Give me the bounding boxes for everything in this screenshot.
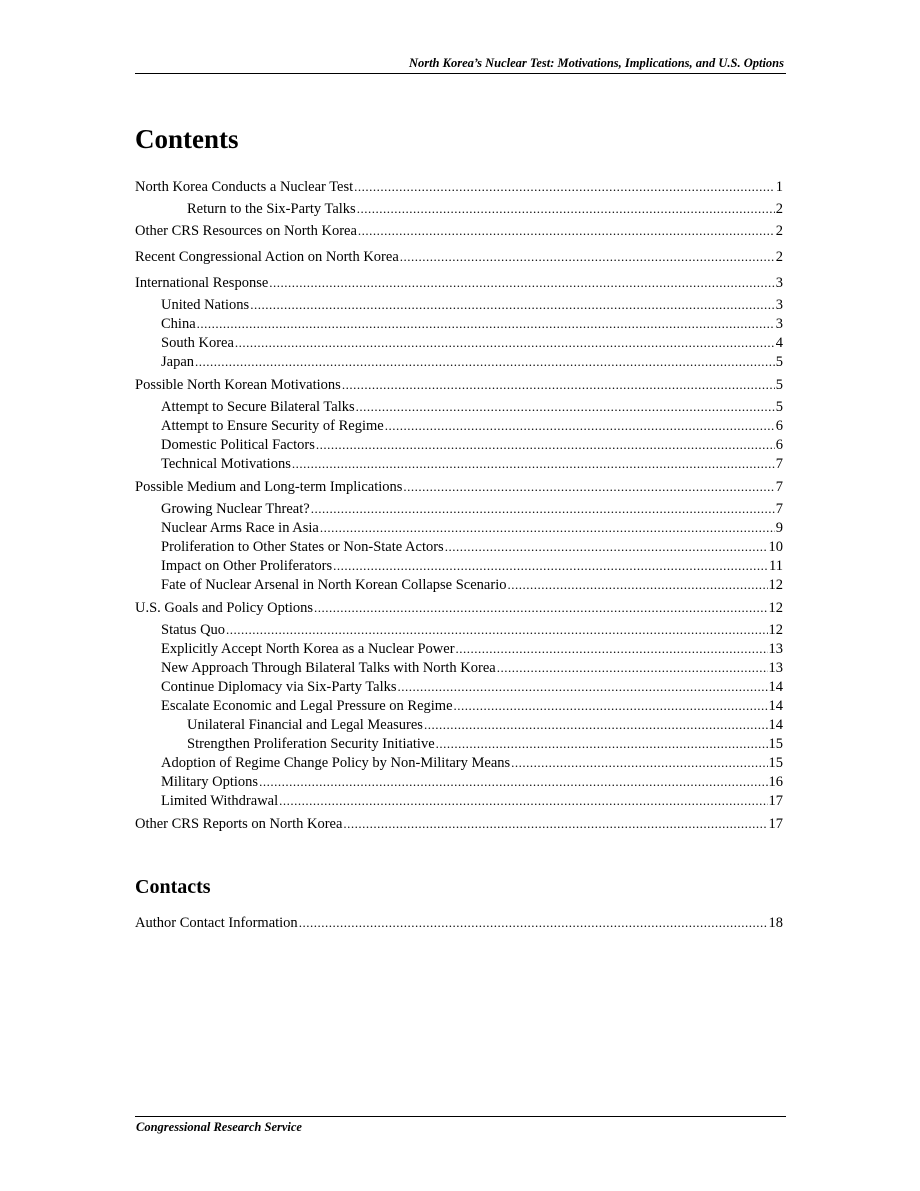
dot-leader bbox=[195, 354, 775, 370]
toc-entry-page: 13 bbox=[768, 660, 783, 676]
toc-entry[interactable] bbox=[135, 816, 783, 832]
toc-entry-label: China bbox=[161, 316, 196, 332]
toc-entry[interactable] bbox=[187, 201, 783, 217]
toc-entry-page: 5 bbox=[775, 354, 783, 370]
dot-leader bbox=[269, 275, 774, 291]
toc-entry[interactable] bbox=[161, 793, 783, 809]
toc-entry-label: Growing Nuclear Threat? bbox=[161, 501, 310, 517]
toc-entry[interactable] bbox=[135, 479, 783, 495]
toc-entry[interactable] bbox=[161, 660, 783, 676]
toc-entry[interactable] bbox=[161, 354, 783, 370]
toc-entry-page: 15 bbox=[768, 755, 783, 771]
dot-leader bbox=[197, 316, 775, 332]
toc-entry-page: 5 bbox=[775, 377, 783, 393]
toc-entry-label: Strengthen Proliferation Security Initiative bbox=[187, 736, 435, 752]
toc-entry-label: Possible Medium and Long-term Implications bbox=[135, 479, 403, 495]
toc-entry-page: 3 bbox=[775, 297, 783, 313]
footer-text: Congressional Research Service bbox=[136, 1120, 302, 1134]
dot-leader bbox=[497, 660, 768, 676]
toc-entry-page: 14 bbox=[768, 717, 783, 733]
toc-entry-label: Possible North Korean Motivations bbox=[135, 377, 341, 393]
dot-leader bbox=[507, 577, 767, 593]
toc-entry-label: Explicitly Accept North Korea as a Nuclear Power bbox=[161, 641, 455, 657]
dot-leader bbox=[445, 539, 768, 555]
toc-entry-page: 15 bbox=[768, 736, 783, 752]
contents-heading: Contents bbox=[135, 124, 239, 154]
dot-leader bbox=[400, 249, 775, 265]
dot-leader bbox=[454, 698, 768, 714]
dot-leader bbox=[311, 501, 775, 517]
running-header: North Korea’s Nuclear Test: Motivations, Implications, and U.S. Options bbox=[408, 56, 784, 70]
toc-entry[interactable] bbox=[161, 679, 783, 695]
toc-entry-label: Unilateral Financial and Legal Measures bbox=[187, 717, 423, 733]
dot-leader bbox=[385, 418, 775, 434]
toc-entry[interactable] bbox=[161, 774, 783, 790]
toc-entry[interactable] bbox=[161, 456, 783, 472]
toc-entry-label: Military Options bbox=[161, 774, 259, 790]
dot-leader bbox=[354, 179, 775, 195]
dot-leader bbox=[316, 437, 775, 453]
toc-entry[interactable] bbox=[161, 558, 783, 574]
toc-entry-label: Author Contact Information bbox=[135, 915, 298, 931]
dot-leader bbox=[226, 622, 767, 638]
toc-entry-page: 10 bbox=[768, 539, 783, 555]
toc-entry[interactable] bbox=[161, 335, 783, 351]
toc-entry-label: United Nations bbox=[161, 297, 250, 313]
toc-entry-page: 5 bbox=[775, 399, 783, 415]
toc-entry[interactable] bbox=[135, 179, 783, 195]
toc-entry[interactable] bbox=[161, 399, 783, 415]
toc-entry-label: Status Quo bbox=[161, 622, 226, 638]
toc-entry-page: 3 bbox=[775, 316, 783, 332]
toc-entry[interactable] bbox=[161, 297, 783, 313]
toc-entry-page: 18 bbox=[768, 915, 783, 931]
toc-entry-page: 2 bbox=[775, 201, 783, 217]
dot-leader bbox=[356, 399, 775, 415]
toc-entry[interactable] bbox=[161, 501, 783, 517]
toc-entry-label: Other CRS Resources on North Korea bbox=[135, 223, 357, 239]
toc-entry-label: Impact on Other Proliferators bbox=[161, 558, 333, 574]
toc-entry-page: 14 bbox=[768, 698, 783, 714]
dot-leader bbox=[456, 641, 768, 657]
dot-leader bbox=[342, 377, 775, 393]
toc-entry[interactable] bbox=[161, 520, 783, 536]
toc-entry-label: Limited Withdrawal bbox=[161, 793, 279, 809]
toc-entry[interactable] bbox=[135, 600, 783, 616]
dot-leader bbox=[314, 600, 767, 616]
dot-leader bbox=[279, 793, 767, 809]
toc-entry-label: Attempt to Ensure Security of Regime bbox=[161, 418, 384, 434]
header-rule bbox=[135, 73, 786, 74]
toc-entry-page: 17 bbox=[768, 816, 783, 832]
toc-entry-page: 12 bbox=[768, 622, 783, 638]
toc-entry-label: Technical Motivations bbox=[161, 456, 291, 472]
dot-leader bbox=[403, 479, 774, 495]
toc-entry[interactable] bbox=[187, 736, 783, 752]
toc-entry[interactable] bbox=[161, 539, 783, 555]
dot-leader bbox=[436, 736, 768, 752]
toc-entry-label: Escalate Economic and Legal Pressure on Regime bbox=[161, 698, 453, 714]
toc-entry[interactable] bbox=[161, 698, 783, 714]
dot-leader bbox=[235, 335, 775, 351]
toc-entry-page: 4 bbox=[775, 335, 783, 351]
toc-entry-label: Recent Congressional Action on North Korea bbox=[135, 249, 399, 265]
toc-entry[interactable] bbox=[187, 717, 783, 733]
toc-entry-label: North Korea Conducts a Nuclear Test bbox=[135, 179, 354, 195]
toc-entry[interactable] bbox=[135, 275, 783, 291]
toc-entry-page: 17 bbox=[768, 793, 783, 809]
toc-entry-label: Japan bbox=[161, 354, 195, 370]
toc-entry-page: 12 bbox=[768, 600, 783, 616]
toc-entry-page: 6 bbox=[775, 418, 783, 434]
toc-entry-label: Continue Diplomacy via Six-Party Talks bbox=[161, 679, 397, 695]
dot-leader bbox=[343, 816, 767, 832]
toc-entry-page: 7 bbox=[775, 456, 783, 472]
dot-leader bbox=[259, 774, 767, 790]
contacts-heading: Contacts bbox=[135, 876, 211, 898]
dot-leader bbox=[292, 456, 775, 472]
toc-entry-page: 9 bbox=[775, 520, 783, 536]
toc-entry-page: 2 bbox=[775, 249, 783, 265]
toc-entry-page: 16 bbox=[768, 774, 783, 790]
toc-entry-label: Other CRS Reports on North Korea bbox=[135, 816, 343, 832]
dot-leader bbox=[250, 297, 775, 313]
toc-entry-page: 7 bbox=[775, 479, 783, 495]
toc-entry[interactable] bbox=[161, 755, 783, 771]
toc-entry[interactable] bbox=[161, 437, 783, 453]
toc-entry[interactable] bbox=[135, 223, 783, 239]
footer-rule bbox=[135, 1116, 786, 1117]
toc-entry-label: South Korea bbox=[161, 335, 234, 351]
toc-entry-label: Domestic Political Factors bbox=[161, 437, 315, 453]
dot-leader bbox=[358, 223, 775, 239]
dot-leader bbox=[424, 717, 768, 733]
toc-entry-page: 13 bbox=[768, 641, 783, 657]
toc-entry-page: 7 bbox=[775, 501, 783, 517]
toc-entry-label: Nuclear Arms Race in Asia bbox=[161, 520, 319, 536]
toc-entry[interactable] bbox=[135, 249, 783, 265]
toc-entry[interactable] bbox=[161, 577, 783, 593]
toc-entry-page: 1 bbox=[775, 179, 783, 195]
toc-entry-page: 12 bbox=[768, 577, 783, 593]
toc-entry[interactable] bbox=[161, 418, 783, 434]
toc-entry[interactable] bbox=[161, 641, 783, 657]
toc-entry-label: New Approach Through Bilateral Talks with North Korea bbox=[161, 660, 496, 676]
toc-entry-label: Proliferation to Other States or Non-State Actors bbox=[161, 539, 444, 555]
toc-entry[interactable] bbox=[135, 915, 783, 931]
toc-entry[interactable] bbox=[135, 377, 783, 393]
toc-entry-label: U.S. Goals and Policy Options bbox=[135, 600, 314, 616]
toc-entry-page: 2 bbox=[775, 223, 783, 239]
toc-entry[interactable] bbox=[161, 316, 783, 332]
toc-entry-page: 14 bbox=[768, 679, 783, 695]
toc-entry[interactable] bbox=[161, 622, 783, 638]
dot-leader bbox=[333, 558, 768, 574]
dot-leader bbox=[299, 915, 768, 931]
dot-leader bbox=[357, 201, 775, 217]
toc-entry-label: Fate of Nuclear Arsenal in North Korean Collapse Scenario bbox=[161, 577, 507, 593]
toc-entry-page: 11 bbox=[769, 558, 783, 574]
toc-entry-label: Adoption of Regime Change Policy by Non-Military Means bbox=[161, 755, 511, 771]
dot-leader bbox=[320, 520, 775, 536]
dot-leader bbox=[511, 755, 767, 771]
toc-entry-page: 3 bbox=[775, 275, 783, 291]
toc-entry-label: International Response bbox=[135, 275, 269, 291]
toc-entry-label: Return to the Six-Party Talks bbox=[187, 201, 356, 217]
toc-entry-label: Attempt to Secure Bilateral Talks bbox=[161, 399, 355, 415]
dot-leader bbox=[398, 679, 768, 695]
toc-entry-page: 6 bbox=[775, 437, 783, 453]
